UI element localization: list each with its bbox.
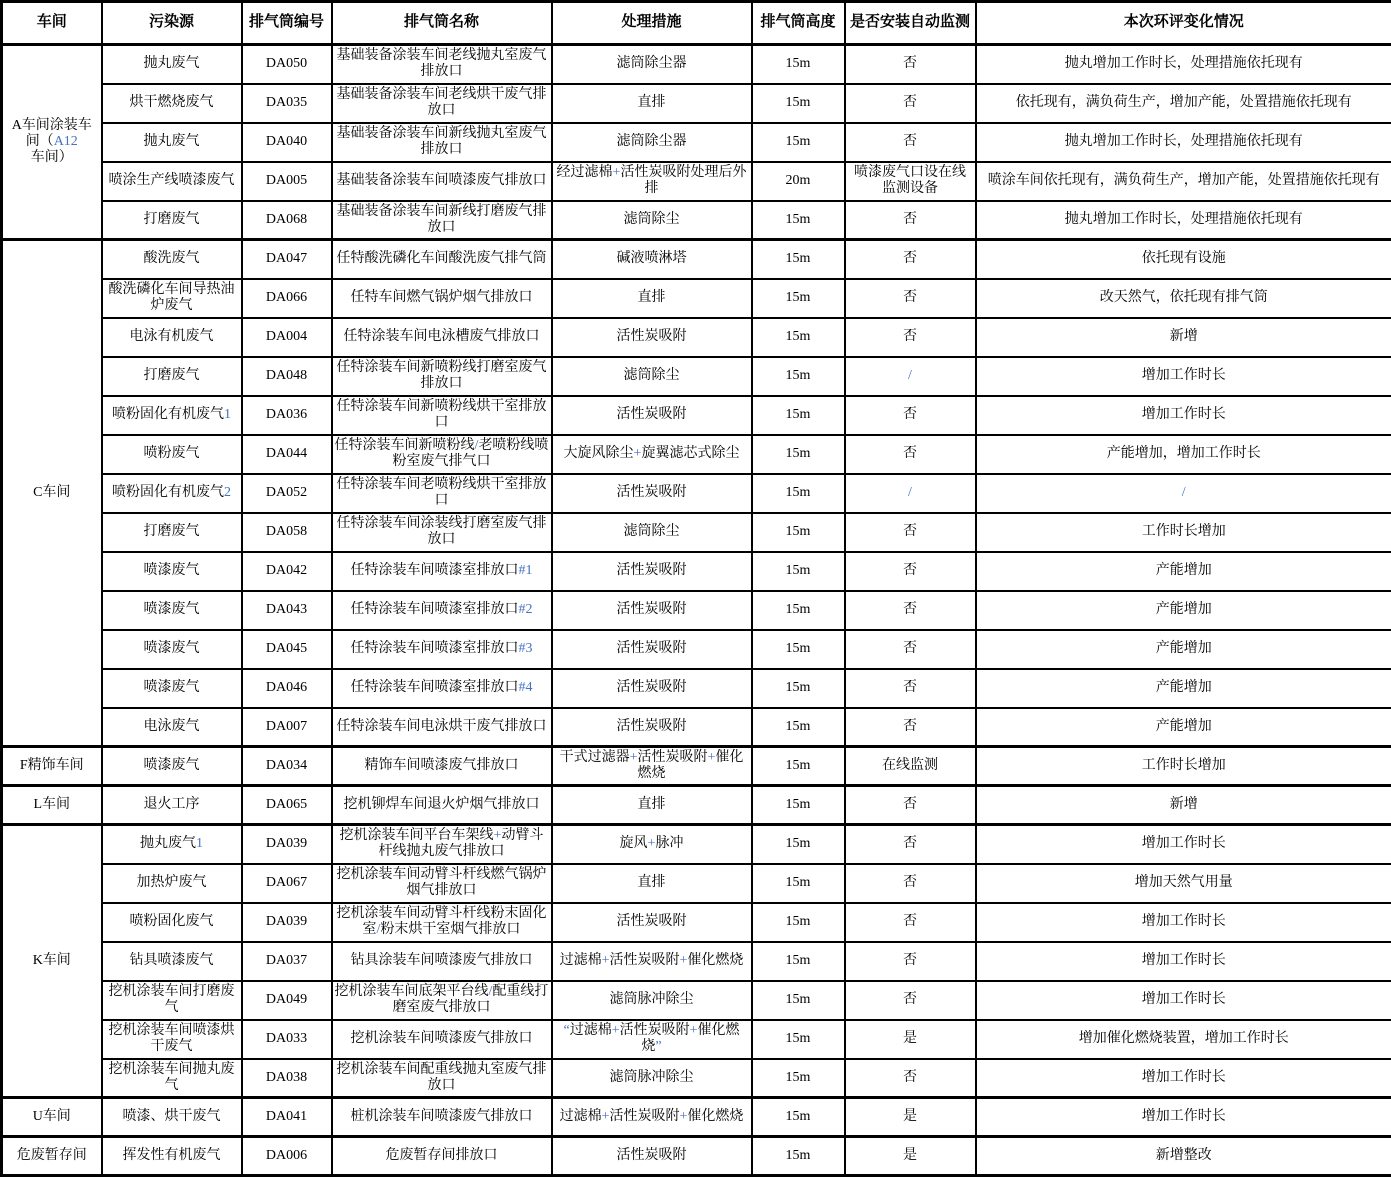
cell-monitoring: 否	[845, 552, 976, 591]
cell-treatment: 活性炭吸附	[552, 474, 752, 513]
cell-workshop: L车间	[2, 786, 102, 825]
header-row	[2, 2, 1391, 45]
cell-stack_name: 任特涂装车间电泳烘干废气排放口	[332, 708, 552, 747]
cell-monitoring: 否	[845, 318, 976, 357]
cell-source: 钻具喷漆废气	[102, 942, 242, 981]
cell-stack_id: DA035	[242, 84, 332, 123]
cell-change: 抛丸增加工作时长，处理措施依托现有	[976, 123, 1391, 162]
cell-monitoring: 在线监测	[845, 747, 976, 786]
accent-symbol: +	[602, 1109, 610, 1124]
cell-height: 15m	[752, 903, 845, 942]
cell-source: 抛丸废气1	[102, 825, 242, 864]
cell-monitoring: 是	[845, 1020, 976, 1059]
cell-monitoring: 否	[845, 396, 976, 435]
table-row	[2, 123, 1391, 162]
cell-stack_id: DA058	[242, 513, 332, 552]
cell-stack_id: DA034	[242, 747, 332, 786]
cell-change: 改天然气，依托现有排气筒	[976, 279, 1391, 318]
table-row	[2, 240, 1391, 279]
cell-change: 抛丸增加工作时长，处理措施依托现有	[976, 45, 1391, 84]
cell-source: 喷漆废气	[102, 630, 242, 669]
cell-workshop: K车间	[2, 825, 102, 1098]
cell-stack_id: DA007	[242, 708, 332, 747]
cell-change: 产能增加	[976, 669, 1391, 708]
cell-treatment: 活性炭吸附	[552, 630, 752, 669]
table-row	[2, 435, 1391, 474]
cell-stack_name: 挖机涂装车间动臂斗杆线燃气锅炉烟气排放口	[332, 864, 552, 903]
cell-stack_id: DA036	[242, 396, 332, 435]
cell-stack_id: DA039	[242, 903, 332, 942]
cell-workshop: U车间	[2, 1098, 102, 1137]
cell-treatment: 直排	[552, 864, 752, 903]
cell-stack_id: DA004	[242, 318, 332, 357]
accent-symbol: +	[630, 750, 638, 765]
cell-stack_id: DA041	[242, 1098, 332, 1137]
cell-source: 退火工序	[102, 786, 242, 825]
cell-stack_name: 任特涂装车间老喷粉线烘干室排放口	[332, 474, 552, 513]
cell-monitoring: 否	[845, 981, 976, 1020]
accent-symbol: /	[908, 368, 912, 383]
cell-stack_id: DA040	[242, 123, 332, 162]
cell-change: 产能增加	[976, 708, 1391, 747]
header-cell-change: 本次环评变化情况	[976, 2, 1391, 45]
accent-symbol: #4	[519, 680, 533, 695]
cell-source: 喷漆废气	[102, 747, 242, 786]
cell-stack_id: DA065	[242, 786, 332, 825]
cell-height: 15m	[752, 942, 845, 981]
cell-stack_name: 任特涂装车间喷漆室排放口#3	[332, 630, 552, 669]
table-row	[2, 552, 1391, 591]
cell-monitoring: 否	[845, 669, 976, 708]
cell-stack_name: 基础装备涂装车间老线抛丸室废气排放口	[332, 45, 552, 84]
cell-treatment: 直排	[552, 279, 752, 318]
header-cell-workshop: 车间	[2, 2, 102, 45]
accent-symbol: +	[690, 1023, 698, 1038]
cell-source: 酸洗废气	[102, 240, 242, 279]
cell-stack_name: 挖机涂装车间配重线抛丸室废气排放口	[332, 1059, 552, 1098]
accent-symbol: +	[634, 446, 642, 461]
cell-height: 15m	[752, 981, 845, 1020]
accent-symbol: “	[563, 1023, 569, 1038]
cell-source: 喷漆废气	[102, 669, 242, 708]
table-row	[2, 786, 1391, 825]
cell-source: 喷漆、烘干废气	[102, 1098, 242, 1137]
table-row	[2, 45, 1391, 84]
cell-stack_name: 挖机涂装车间喷漆废气排放口	[332, 1020, 552, 1059]
cell-height: 15m	[752, 591, 845, 630]
accent-symbol: +	[680, 1109, 688, 1124]
cell-change: 新增整改	[976, 1137, 1391, 1176]
table-row	[2, 747, 1391, 786]
table-row	[2, 903, 1391, 942]
cell-source: 喷漆废气	[102, 552, 242, 591]
cell-change: 产能增加	[976, 552, 1391, 591]
cell-monitoring: 否	[845, 786, 976, 825]
cell-treatment: 过滤棉+活性炭吸附+催化燃烧	[552, 942, 752, 981]
cell-height: 15m	[752, 552, 845, 591]
cell-height: 15m	[752, 279, 845, 318]
table-row	[2, 513, 1391, 552]
cell-monitoring	[845, 474, 976, 513]
cell-treatment: 滤筒除尘器	[552, 123, 752, 162]
cell-stack_name: 桩机涂装车间喷漆废气排放口	[332, 1098, 552, 1137]
cell-stack_id: DA050	[242, 45, 332, 84]
cell-monitoring: 否	[845, 201, 976, 240]
table-row	[2, 825, 1391, 864]
cell-source: 酸洗磷化车间导热油炉废气	[102, 279, 242, 318]
cell-change: 增加工作时长	[976, 357, 1391, 396]
cell-change: 产能增加，增加工作时长	[976, 435, 1391, 474]
table-row	[2, 981, 1391, 1020]
cell-change: 抛丸增加工作时长，处理措施依托现有	[976, 201, 1391, 240]
cell-change: 新增	[976, 318, 1391, 357]
cell-monitoring: 否	[845, 84, 976, 123]
accent-symbol: 1	[196, 836, 203, 851]
cell-stack_name: 基础装备涂装车间喷漆废气排放口	[332, 162, 552, 201]
cell-monitoring: 否	[845, 513, 976, 552]
table-head	[2, 2, 1391, 45]
cell-treatment: 滤筒脉冲除尘	[552, 1059, 752, 1098]
cell-height: 15m	[752, 786, 845, 825]
table-row	[2, 357, 1391, 396]
cell-workshop: 危废暂存间	[2, 1137, 102, 1176]
accent-symbol: /	[908, 485, 912, 500]
cell-change: 增加天然气用量	[976, 864, 1391, 903]
table-row	[2, 630, 1391, 669]
accent-symbol: /	[489, 984, 493, 999]
cell-treatment: 滤筒除尘器	[552, 45, 752, 84]
cell-source: 加热炉废气	[102, 864, 242, 903]
cell-monitoring: 否	[845, 825, 976, 864]
cell-source: 电泳有机废气	[102, 318, 242, 357]
cell-stack_name: 任特涂装车间喷漆室排放口#4	[332, 669, 552, 708]
cell-source: 打磨废气	[102, 513, 242, 552]
cell-height: 15m	[752, 201, 845, 240]
cell-stack_id: DA045	[242, 630, 332, 669]
cell-height: 15m	[752, 864, 845, 903]
cell-change: 增加工作时长	[976, 825, 1391, 864]
cell-stack_id: DA005	[242, 162, 332, 201]
cell-monitoring: 否	[845, 591, 976, 630]
table-row	[2, 279, 1391, 318]
cell-treatment: 大旋风除尘+旋翼滤芯式除尘	[552, 435, 752, 474]
cell-treatment: 经过滤棉+活性炭吸附处理后外排	[552, 162, 752, 201]
cell-treatment: 滤筒除尘	[552, 513, 752, 552]
cell-treatment: “过滤棉+活性炭吸附+催化燃烧”	[552, 1020, 752, 1059]
cell-stack_id: DA043	[242, 591, 332, 630]
cell-workshop: F精饰车间	[2, 747, 102, 786]
cell-stack_id: DA068	[242, 201, 332, 240]
cell-height: 15m	[752, 318, 845, 357]
cell-height: 15m	[752, 1098, 845, 1137]
accent-symbol: /	[377, 922, 381, 937]
cell-treatment: 活性炭吸附	[552, 708, 752, 747]
cell-treatment: 活性炭吸附	[552, 669, 752, 708]
accent-symbol: /	[475, 438, 479, 453]
cell-change	[976, 474, 1391, 513]
cell-stack_id: DA048	[242, 357, 332, 396]
table-row	[2, 201, 1391, 240]
cell-stack_id: DA044	[242, 435, 332, 474]
cell-stack_id: DA039	[242, 825, 332, 864]
cell-stack_id: DA037	[242, 942, 332, 981]
cell-stack_name: 任特车间燃气锅炉烟气排放口	[332, 279, 552, 318]
cell-height: 15m	[752, 708, 845, 747]
cell-change: 增加工作时长	[976, 1059, 1391, 1098]
cell-treatment: 直排	[552, 84, 752, 123]
table-row	[2, 318, 1391, 357]
cell-change: 工作时长增加	[976, 513, 1391, 552]
table-row	[2, 1098, 1391, 1137]
cell-monitoring: 否	[845, 903, 976, 942]
cell-treatment: 干式过滤器+活性炭吸附+催化燃烧	[552, 747, 752, 786]
cell-treatment: 滤筒脉冲除尘	[552, 981, 752, 1020]
header-cell-monitoring: 是否安装自动监测	[845, 2, 976, 45]
cell-treatment: 直排	[552, 786, 752, 825]
cell-height: 15m	[752, 513, 845, 552]
accent-symbol: 1	[224, 407, 231, 422]
accent-symbol: +	[612, 1023, 620, 1038]
accent-symbol: +	[708, 750, 716, 765]
cell-stack_name: 挖机涂装车间动臂斗杆线粉末固化室/粉末烘干室烟气排放口	[332, 903, 552, 942]
cell-monitoring: 否	[845, 279, 976, 318]
cell-height: 15m	[752, 240, 845, 279]
cell-change: 工作时长增加	[976, 747, 1391, 786]
cell-stack_name: 基础装备涂装车间新线抛丸室废气排放口	[332, 123, 552, 162]
table-row	[2, 1137, 1391, 1176]
cell-treatment: 活性炭吸附	[552, 552, 752, 591]
cell-source: 抛丸废气	[102, 123, 242, 162]
cell-height: 15m	[752, 435, 845, 474]
cell-stack_name: 基础装备涂装车间老线烘干废气排放口	[332, 84, 552, 123]
accent-symbol: #2	[519, 602, 533, 617]
cell-stack_id: DA042	[242, 552, 332, 591]
cell-height: 15m	[752, 396, 845, 435]
cell-change: 喷涂车间依托现有，满负荷生产，增加产能，处置措施依托现有	[976, 162, 1391, 201]
cell-change: 增加催化燃烧装置，增加工作时长	[976, 1020, 1391, 1059]
cell-source: 打磨废气	[102, 357, 242, 396]
cell-monitoring: 否	[845, 435, 976, 474]
cell-stack_id: DA006	[242, 1137, 332, 1176]
table-row	[2, 591, 1391, 630]
cell-source: 喷粉固化有机废气2	[102, 474, 242, 513]
cell-monitoring	[845, 357, 976, 396]
cell-monitoring: 喷漆废气口设在线监测设备	[845, 162, 976, 201]
header-cell-height: 排气筒高度	[752, 2, 845, 45]
table-row	[2, 396, 1391, 435]
cell-stack_name: 任特涂装车间新喷粉线打磨室废气排放口	[332, 357, 552, 396]
table-row	[2, 84, 1391, 123]
accent-symbol: A12	[54, 134, 78, 149]
cell-stack_id: DA052	[242, 474, 332, 513]
cell-stack_id: DA038	[242, 1059, 332, 1098]
cell-stack_name: 任特涂装车间涂装线打磨室废气排放口	[332, 513, 552, 552]
cell-change: 增加工作时长	[976, 396, 1391, 435]
cell-height: 15m	[752, 630, 845, 669]
cell-change: 增加工作时长	[976, 981, 1391, 1020]
cell-stack_id: DA066	[242, 279, 332, 318]
cell-treatment: 活性炭吸附	[552, 1137, 752, 1176]
cell-height: 15m	[752, 1137, 845, 1176]
cell-workshop: A车间涂装车间（A12车间）	[2, 45, 102, 240]
cell-monitoring: 否	[845, 1059, 976, 1098]
accent-symbol: +	[648, 836, 656, 851]
header-cell-source: 污染源	[102, 2, 242, 45]
cell-monitoring: 是	[845, 1098, 976, 1137]
cell-height: 15m	[752, 123, 845, 162]
table-row	[2, 864, 1391, 903]
cell-stack_name: 挖机涂装车间底架平台线/配重线打磨室废气排放口	[332, 981, 552, 1020]
cell-height: 15m	[752, 669, 845, 708]
cell-treatment: 滤筒除尘	[552, 357, 752, 396]
cell-source: 挖机涂装车间抛丸废气	[102, 1059, 242, 1098]
cell-stack_name: 任特涂装车间新喷粉线烘干室排放口	[332, 396, 552, 435]
accent-symbol: #3	[519, 641, 533, 656]
table-row	[2, 474, 1391, 513]
cell-change: 增加工作时长	[976, 942, 1391, 981]
cell-source: 挖机涂装车间喷漆烘干废气	[102, 1020, 242, 1059]
cell-change: 新增	[976, 786, 1391, 825]
cell-monitoring: 否	[845, 942, 976, 981]
cell-source: 烘干燃烧废气	[102, 84, 242, 123]
accent-symbol: 2	[224, 485, 231, 500]
cell-monitoring: 是	[845, 1137, 976, 1176]
cell-stack_name: 基础装备涂装车间新线打磨废气排放口	[332, 201, 552, 240]
cell-stack_name: 任特涂装车间喷漆室排放口#2	[332, 591, 552, 630]
table-row	[2, 1059, 1391, 1098]
cell-change: 产能增加	[976, 630, 1391, 669]
table-row	[2, 708, 1391, 747]
cell-height: 15m	[752, 1020, 845, 1059]
cell-treatment: 活性炭吸附	[552, 396, 752, 435]
cell-stack_id: DA046	[242, 669, 332, 708]
cell-monitoring: 否	[845, 708, 976, 747]
cell-treatment: 活性炭吸附	[552, 591, 752, 630]
table-body	[2, 45, 1391, 1176]
cell-height: 15m	[752, 45, 845, 84]
cell-treatment: 旋风+脉冲	[552, 825, 752, 864]
cell-height: 15m	[752, 747, 845, 786]
cell-monitoring: 否	[845, 45, 976, 84]
cell-stack_name: 任特涂装车间喷漆室排放口#1	[332, 552, 552, 591]
cell-height: 15m	[752, 1059, 845, 1098]
cell-stack_name: 任特涂装车间电泳槽废气排放口	[332, 318, 552, 357]
table-row	[2, 942, 1391, 981]
cell-source: 喷粉废气	[102, 435, 242, 474]
header-cell-stack_name: 排气筒名称	[332, 2, 552, 45]
cell-source: 喷粉固化废气	[102, 903, 242, 942]
cell-treatment: 碱液喷淋塔	[552, 240, 752, 279]
cell-height: 15m	[752, 84, 845, 123]
cell-source: 喷涂生产线喷漆废气	[102, 162, 242, 201]
cell-source: 打磨废气	[102, 201, 242, 240]
cell-stack_name: 危废暂存间排放口	[332, 1137, 552, 1176]
cell-monitoring: 否	[845, 123, 976, 162]
cell-treatment: 活性炭吸附	[552, 318, 752, 357]
cell-height: 15m	[752, 357, 845, 396]
cell-height: 20m	[752, 162, 845, 201]
table-row	[2, 669, 1391, 708]
accent-symbol: +	[494, 828, 502, 843]
cell-source: 喷粉固化有机废气1	[102, 396, 242, 435]
header-cell-treatment: 处理措施	[552, 2, 752, 45]
cell-workshop: C车间	[2, 240, 102, 747]
table-row	[2, 162, 1391, 201]
cell-stack_name: 精饰车间喷漆废气排放口	[332, 747, 552, 786]
cell-stack_id: DA047	[242, 240, 332, 279]
cell-stack_id: DA049	[242, 981, 332, 1020]
header-cell-stack_id: 排气筒编号	[242, 2, 332, 45]
cell-height: 15m	[752, 474, 845, 513]
cell-treatment: 过滤棉+活性炭吸附+催化燃烧	[552, 1098, 752, 1137]
cell-change: 增加工作时长	[976, 1098, 1391, 1137]
cell-change: 依托现有，满负荷生产，增加产能，处置措施依托现有	[976, 84, 1391, 123]
accent-symbol: ”	[655, 1039, 661, 1054]
cell-monitoring: 否	[845, 864, 976, 903]
cell-change: 增加工作时长	[976, 903, 1391, 942]
cell-source: 挥发性有机废气	[102, 1137, 242, 1176]
cell-stack_id: DA067	[242, 864, 332, 903]
cell-change: 产能增加	[976, 591, 1391, 630]
cell-stack_name: 任特涂装车间新喷粉线/老喷粉线喷粉室废气排气口	[332, 435, 552, 474]
cell-source: 挖机涂装车间打磨废气	[102, 981, 242, 1020]
cell-height: 15m	[752, 825, 845, 864]
cell-stack_name: 挖机涂装车间平台车架线+动臂斗杆线抛丸废气排放口	[332, 825, 552, 864]
cell-monitoring: 否	[845, 240, 976, 279]
cell-stack_name: 钻具涂装车间喷漆废气排放口	[332, 942, 552, 981]
accent-symbol: +	[680, 953, 688, 968]
cell-source: 电泳废气	[102, 708, 242, 747]
cell-source: 抛丸废气	[102, 45, 242, 84]
cell-stack_name: 任特酸洗磷化车间酸洗废气排气筒	[332, 240, 552, 279]
cell-treatment: 活性炭吸附	[552, 903, 752, 942]
accent-symbol: /	[1182, 485, 1186, 500]
accent-symbol: +	[602, 953, 610, 968]
cell-monitoring: 否	[845, 630, 976, 669]
table-row	[2, 1020, 1391, 1059]
cell-stack_id: DA033	[242, 1020, 332, 1059]
cell-treatment: 滤筒除尘	[552, 201, 752, 240]
accent-symbol: +	[613, 165, 621, 180]
cell-stack_name: 挖机铆焊车间退火炉烟气排放口	[332, 786, 552, 825]
accent-symbol: #1	[519, 563, 533, 578]
cell-change: 依托现有设施	[976, 240, 1391, 279]
cell-source: 喷漆废气	[102, 591, 242, 630]
